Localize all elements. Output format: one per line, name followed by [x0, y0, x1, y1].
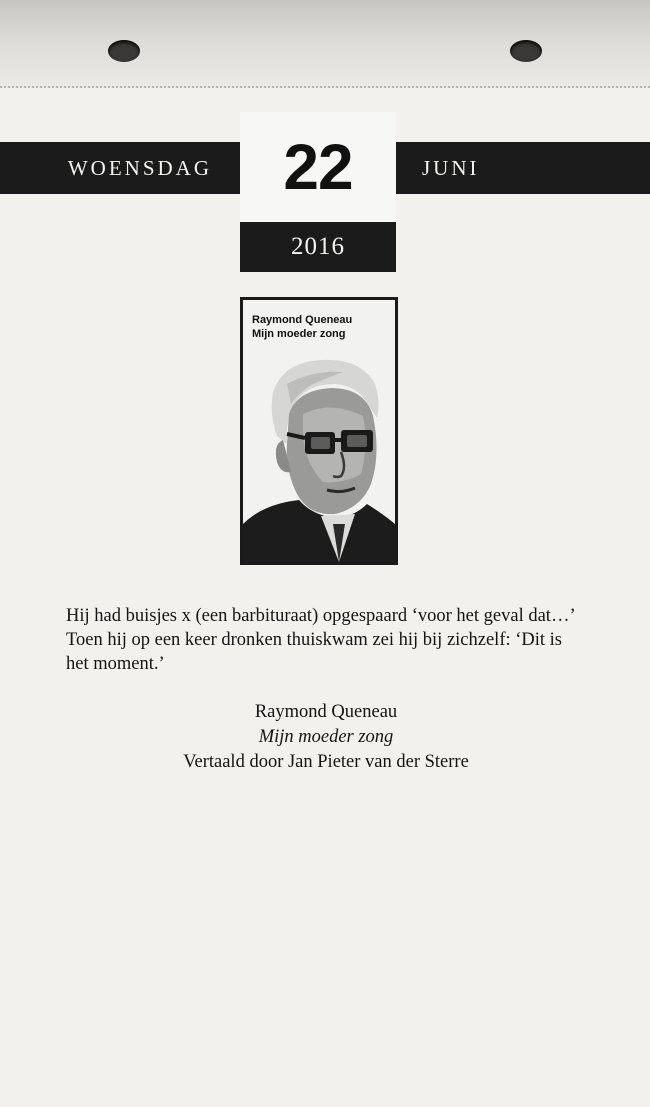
- weekday-label: WOENSDAG: [67, 155, 212, 180]
- author-portrait: [243, 344, 395, 562]
- credit-title: Mijn moeder zong: [258, 727, 394, 747]
- quote-credit: [66, 700, 586, 775]
- binding-hole: [510, 40, 542, 62]
- year-label: 2016: [291, 233, 345, 260]
- calendar-binding: [0, 0, 650, 92]
- credit-author: Raymond Queneau: [254, 702, 398, 722]
- day-number: 22: [283, 131, 353, 203]
- year-box: [240, 222, 396, 272]
- day-number-box: [240, 112, 396, 222]
- cover-author: Raymond Queneau: [252, 314, 353, 326]
- credit-translator: Vertaald door Jan Pieter van der Sterre: [183, 752, 469, 772]
- month-label: JUNI: [422, 155, 480, 180]
- month-band: [396, 142, 650, 194]
- binding-hole: [108, 40, 140, 62]
- book-cover: [240, 297, 398, 565]
- weekday-band: [0, 142, 240, 194]
- quote-text: Hij had buisjes x (een barbituraat) opgespaard ‘voor het geval dat…’ Toen hij op een keer dronken thuiskwam zei hij bij zichzelf: ‘Dit is het moment.’: [66, 606, 575, 674]
- cover-title: Mijn moeder zong: [252, 328, 346, 340]
